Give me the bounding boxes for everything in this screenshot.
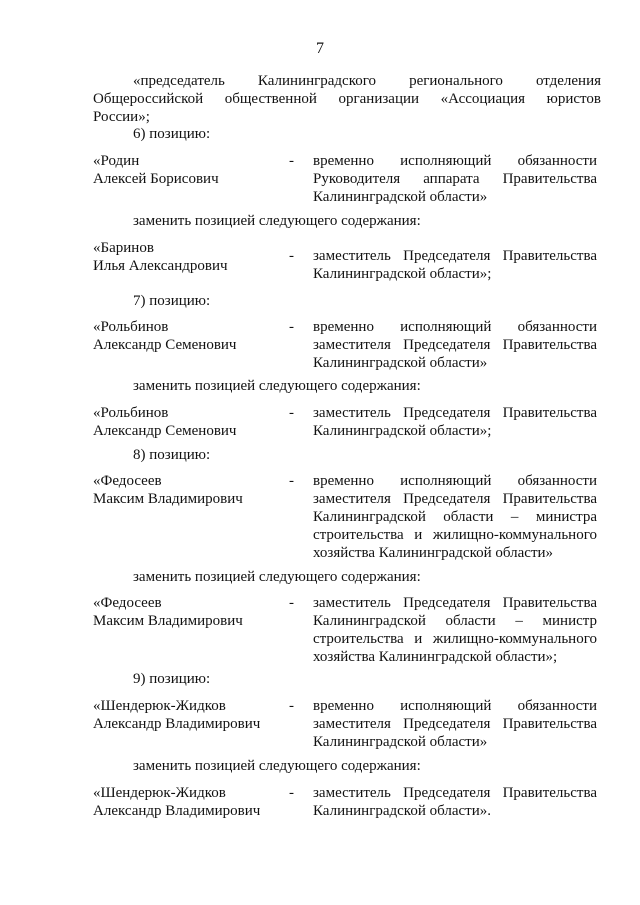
old-position-8	[313, 472, 597, 562]
new-position-9	[313, 784, 597, 820]
dash-separator: -	[289, 153, 294, 169]
position-line: Калининградской области»;	[313, 423, 492, 439]
surname: «Федосеев	[93, 473, 162, 489]
intro-line: Общероссийской общественной организации «Ассоциация юристов	[93, 91, 601, 107]
position-line: строительства и жилищно-коммунального	[313, 527, 597, 543]
old-position-6	[313, 152, 597, 206]
position-line: Калининградской области».	[313, 803, 491, 819]
dash-separator: -	[289, 785, 294, 801]
surname: «Рольбинов	[93, 405, 169, 421]
old-position-7	[313, 318, 597, 372]
item-heading-7: 7) позицию:	[133, 293, 211, 309]
intro-paragraph	[93, 72, 601, 126]
item-heading-9: 9) позицию:	[133, 671, 211, 687]
item-heading-8: 8) позицию:	[133, 447, 211, 463]
position-line: заместитель Председателя Правительства	[313, 405, 597, 421]
new-position-8	[313, 594, 597, 666]
position-line: заместителя Председателя Правительства	[313, 491, 597, 507]
position-line: временно исполняющий обязанности	[313, 473, 597, 489]
position-line: заместителя Председателя Правительства	[313, 337, 597, 353]
position-line: заместитель Председателя Правительства	[313, 595, 597, 611]
given-names: Александр Владимирович	[93, 803, 261, 819]
intro-line: России»;	[93, 109, 150, 125]
position-line: Руководителя аппарата Правительства	[313, 171, 597, 187]
position-line: Калининградской области – министра	[313, 509, 597, 525]
given-names: Максим Владимирович	[93, 613, 243, 629]
given-names: Александр Семенович	[93, 423, 237, 439]
new-person-name-9	[93, 784, 293, 820]
replace-instruction-7: заменить позицией следующего содержания:	[133, 378, 421, 394]
replace-instruction-8: заменить позицией следующего содержания:	[133, 569, 421, 585]
position-line: заместитель Председателя Правительства	[313, 785, 597, 801]
position-line: хозяйства Калининградской области»;	[313, 649, 558, 665]
surname: «Шендерюк-Жидков	[93, 698, 226, 714]
surname: «Федосеев	[93, 595, 162, 611]
surname: «Рольбинов	[93, 319, 169, 335]
dash-separator: -	[289, 595, 294, 611]
new-person-name-7	[93, 404, 273, 440]
position-line: хозяйства Калининградской области»	[313, 545, 554, 561]
old-person-name-7	[93, 318, 273, 354]
old-person-name-9	[93, 697, 293, 733]
old-person-name-6	[93, 152, 273, 188]
new-person-name-8	[93, 594, 273, 630]
position-line: Калининградской области – министр	[313, 613, 597, 629]
replace-instruction-9: заменить позицией следующего содержания:	[133, 758, 421, 774]
given-names: Александр Семенович	[93, 337, 237, 353]
position-line: Калининградской области»	[313, 734, 488, 750]
position-line: Калининградской области»	[313, 189, 488, 205]
position-line: временно исполняющий обязанности	[313, 698, 597, 714]
surname: «Баринов	[93, 240, 154, 256]
position-line: временно исполняющий обязанности	[313, 153, 597, 169]
dash-separator: -	[289, 248, 294, 264]
old-person-name-8	[93, 472, 273, 508]
given-names: Алексей Борисович	[93, 171, 219, 187]
surname: «Шендерюк-Жидков	[93, 785, 226, 801]
old-position-9	[313, 697, 597, 751]
new-person-name-6	[93, 239, 273, 275]
replace-instruction-6: заменить позицией следующего содержания:	[133, 213, 421, 229]
position-line: строительства и жилищно-коммунального	[313, 631, 597, 647]
position-line: Калининградской области»;	[313, 266, 492, 282]
position-line: Калининградской области»	[313, 355, 488, 371]
intro-line: «председатель Калининградского регионального отделения	[133, 73, 601, 89]
position-line: временно исполняющий обязанности	[313, 319, 597, 335]
new-position-7	[313, 404, 597, 440]
position-line: заместитель Председателя Правительства	[313, 248, 597, 264]
given-names: Максим Владимирович	[93, 491, 243, 507]
surname: «Родин	[93, 153, 140, 169]
dash-separator: -	[289, 698, 294, 714]
given-names: Илья Александрович	[93, 258, 228, 274]
dash-separator: -	[289, 405, 294, 421]
dash-separator: -	[289, 473, 294, 489]
dash-separator: -	[289, 319, 294, 335]
new-position-6	[313, 247, 597, 283]
item-heading-6: 6) позицию:	[133, 126, 211, 142]
given-names: Александр Владимирович	[93, 716, 261, 732]
position-line: заместителя Председателя Правительства	[313, 716, 597, 732]
page-number: 7	[316, 40, 324, 57]
